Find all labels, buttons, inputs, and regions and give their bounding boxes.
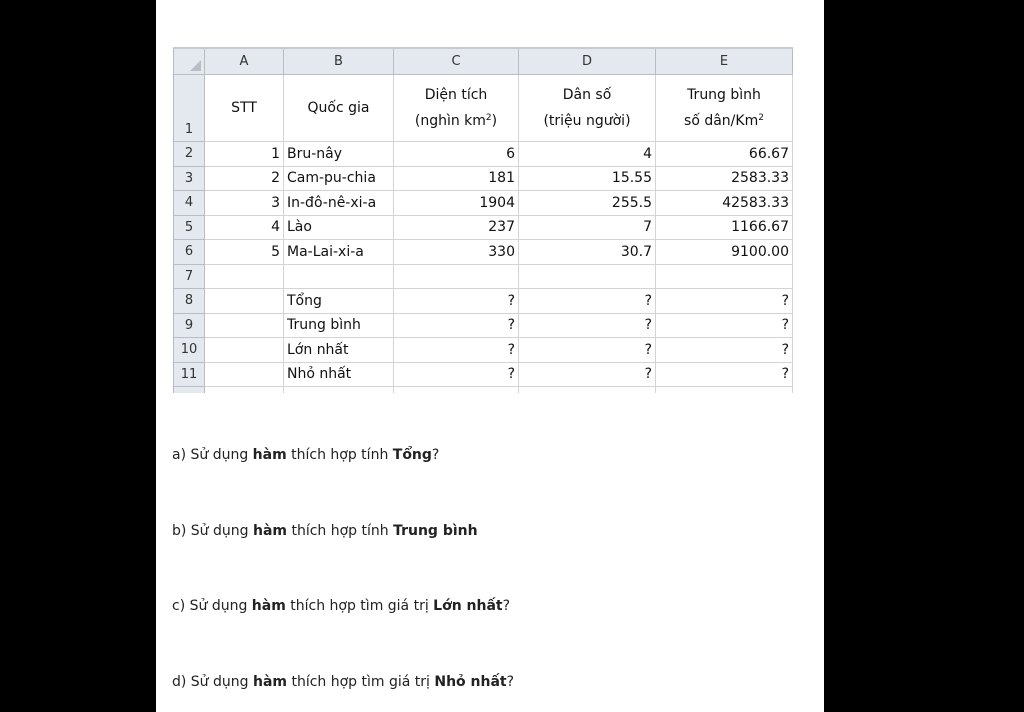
- header-population-line1: Dân số: [562, 87, 612, 103]
- select-all-corner[interactable]: [174, 48, 205, 75]
- cell-population[interactable]: ?: [519, 362, 656, 387]
- cell-population[interactable]: ?: [519, 313, 656, 338]
- row-header[interactable]: 5: [174, 215, 205, 240]
- column-header-c[interactable]: C: [394, 48, 519, 75]
- row-header-partial: [174, 387, 205, 394]
- cell-density[interactable]: 1166.67: [656, 215, 793, 240]
- cell-summary-label[interactable]: Nhỏ nhất: [284, 362, 394, 387]
- cell-empty[interactable]: [394, 264, 519, 289]
- table-row: [174, 240, 793, 265]
- summary-row: [174, 313, 793, 338]
- partial-row: [174, 387, 793, 394]
- row-header[interactable]: 10: [174, 338, 205, 363]
- cell-empty[interactable]: [284, 264, 394, 289]
- header-country[interactable]: Quốc gia: [284, 75, 394, 142]
- cell-stt[interactable]: 2: [205, 166, 284, 191]
- document-page: [156, 0, 824, 712]
- cell-population[interactable]: ?: [519, 289, 656, 314]
- cell-empty: [205, 387, 284, 394]
- cell-country[interactable]: Ma-Lai-xi-a: [284, 240, 394, 265]
- column-header-b[interactable]: B: [284, 48, 394, 75]
- cell-population[interactable]: ?: [519, 338, 656, 363]
- cell-population[interactable]: 15.55: [519, 166, 656, 191]
- cell-country[interactable]: Cam-pu-chia: [284, 166, 394, 191]
- cell-stt[interactable]: 3: [205, 191, 284, 216]
- cell-area[interactable]: ?: [394, 362, 519, 387]
- table-header-row: [174, 75, 793, 142]
- summary-row: [174, 362, 793, 387]
- header-population-line2: (triệu người): [543, 113, 631, 129]
- cell-empty: [394, 387, 519, 394]
- header-area-line2: (nghìn $km^2$): [414, 113, 498, 129]
- cell-empty[interactable]: [205, 264, 284, 289]
- cell-empty[interactable]: [205, 362, 284, 387]
- header-stt[interactable]: STT: [205, 75, 284, 142]
- cell-density[interactable]: ?: [656, 338, 793, 363]
- cell-density[interactable]: 2583.33: [656, 166, 793, 191]
- row-header[interactable]: 11: [174, 362, 205, 387]
- cell-area[interactable]: 6: [394, 142, 519, 167]
- cell-area[interactable]: ?: [394, 313, 519, 338]
- table-row: [174, 215, 793, 240]
- cell-density[interactable]: 9100.00: [656, 240, 793, 265]
- cell-area[interactable]: 1904: [394, 191, 519, 216]
- row-header[interactable]: 4: [174, 191, 205, 216]
- header-area-line1: Diện tích: [424, 87, 488, 103]
- cell-empty[interactable]: [205, 338, 284, 363]
- cell-country[interactable]: Bru-nây: [284, 142, 394, 167]
- cell-summary-label[interactable]: Lớn nhất: [284, 338, 394, 363]
- row-header[interactable]: 9: [174, 313, 205, 338]
- cell-empty[interactable]: [519, 264, 656, 289]
- cell-population[interactable]: 7: [519, 215, 656, 240]
- cell-empty: [284, 387, 394, 394]
- question-c: c) Sử dụng hàm thích hợp tìm giá trị Lớn nhất?: [172, 598, 511, 614]
- cell-stt[interactable]: 4: [205, 215, 284, 240]
- row-header[interactable]: 8: [174, 289, 205, 314]
- header-area[interactable]: [394, 75, 519, 142]
- header-density-line2: số dân/Km$^2$: [684, 113, 764, 129]
- cell-density[interactable]: 42583.33: [656, 191, 793, 216]
- cell-area[interactable]: 181: [394, 166, 519, 191]
- row-header[interactable]: 7: [174, 264, 205, 289]
- cell-stt[interactable]: 1: [205, 142, 284, 167]
- cell-population[interactable]: 255.5: [519, 191, 656, 216]
- cell-density[interactable]: ?: [656, 362, 793, 387]
- row-header[interactable]: 3: [174, 166, 205, 191]
- column-header-row: [174, 48, 793, 75]
- cell-summary-label[interactable]: Tổng: [284, 289, 394, 314]
- cell-density[interactable]: ?: [656, 313, 793, 338]
- cell-empty: [656, 387, 793, 394]
- cell-country[interactable]: Lào: [284, 215, 394, 240]
- column-header-e[interactable]: E: [656, 48, 793, 75]
- cell-country[interactable]: In-đô-nê-xi-a: [284, 191, 394, 216]
- cell-empty[interactable]: [205, 313, 284, 338]
- cell-area[interactable]: ?: [394, 338, 519, 363]
- header-density-line1: Trung bình: [687, 87, 761, 103]
- spreadsheet-table: [173, 47, 793, 393]
- row-header[interactable]: 1: [174, 75, 205, 142]
- cell-population[interactable]: 4: [519, 142, 656, 167]
- cell-area[interactable]: 330: [394, 240, 519, 265]
- cell-empty[interactable]: [205, 289, 284, 314]
- cell-empty[interactable]: [656, 264, 793, 289]
- cell-density[interactable]: 66.67: [656, 142, 793, 167]
- row-header[interactable]: 6: [174, 240, 205, 265]
- header-density[interactable]: [656, 75, 793, 142]
- table-row-empty: [174, 264, 793, 289]
- summary-row: [174, 289, 793, 314]
- cell-empty: [519, 387, 656, 394]
- question-a: a) Sử dụng hàm thích hợp tính Tổng?: [172, 447, 440, 463]
- header-population[interactable]: [519, 75, 656, 142]
- cell-population[interactable]: 30.7: [519, 240, 656, 265]
- cell-stt[interactable]: 5: [205, 240, 284, 265]
- question-b: b) Sử dụng hàm thích hợp tính Trung bình: [172, 523, 478, 539]
- table-row: [174, 166, 793, 191]
- table-row: [174, 191, 793, 216]
- cell-density[interactable]: ?: [656, 289, 793, 314]
- cell-area[interactable]: 237: [394, 215, 519, 240]
- column-header-d[interactable]: D: [519, 48, 656, 75]
- cell-area[interactable]: ?: [394, 289, 519, 314]
- question-d: d) Sử dụng hàm thích hợp tìm giá trị Nhỏ nhất?: [172, 674, 515, 690]
- row-header[interactable]: 2: [174, 142, 205, 167]
- summary-row: [174, 338, 793, 363]
- table-row: [174, 142, 793, 167]
- column-header-a[interactable]: A: [205, 48, 284, 75]
- cell-summary-label[interactable]: Trung bình: [284, 313, 394, 338]
